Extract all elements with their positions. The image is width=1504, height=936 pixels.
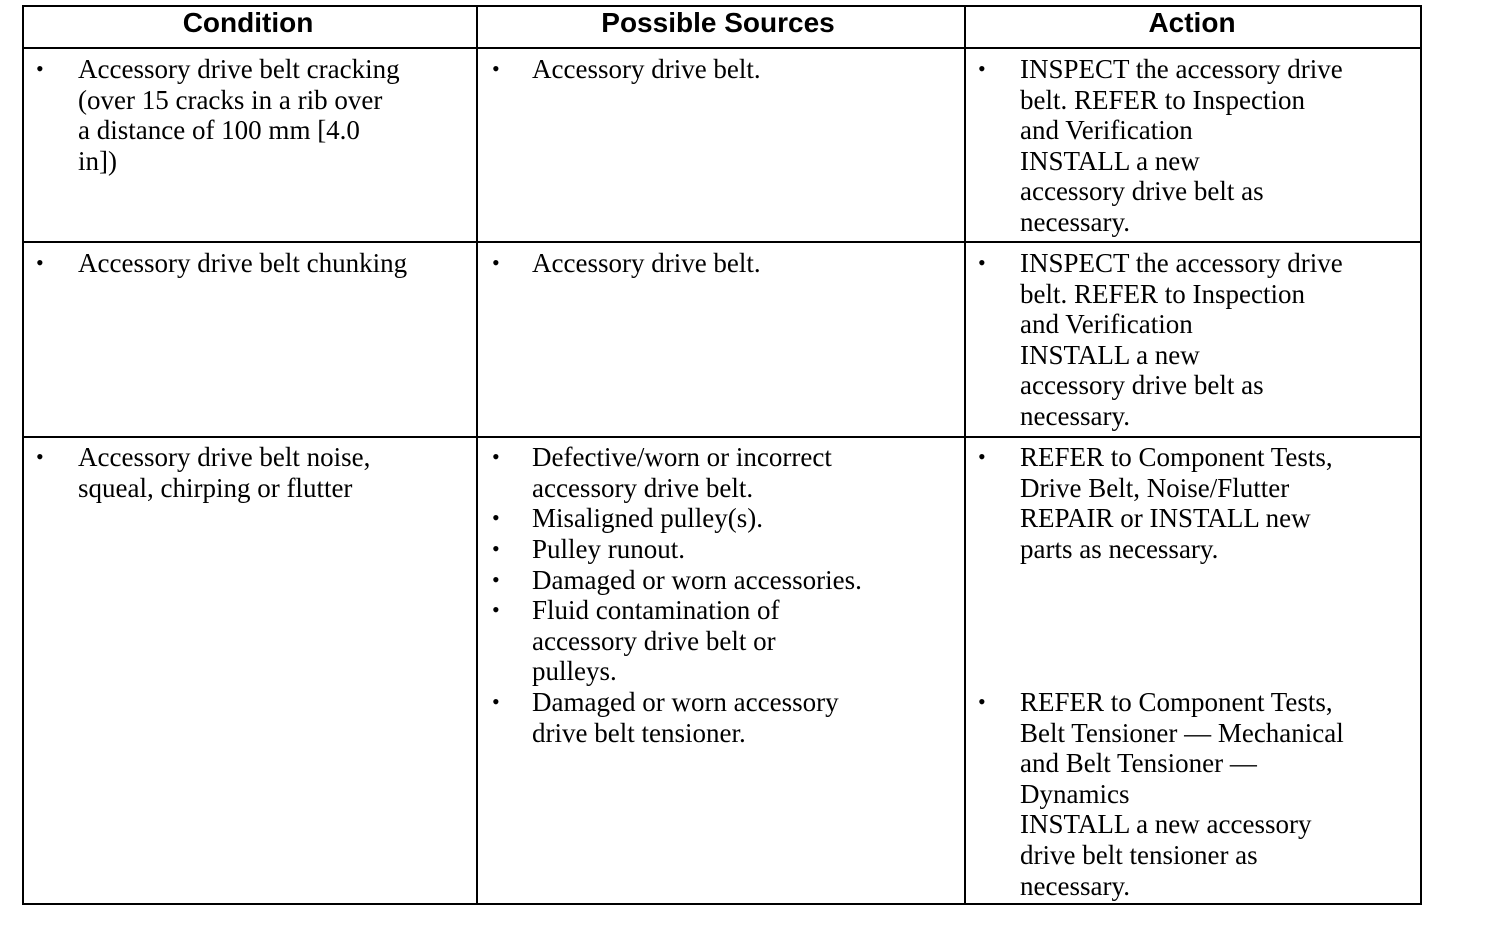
- row3-source-3: Pulley runout.: [532, 534, 685, 564]
- column-divider: [964, 7, 966, 903]
- row2-condition: Accessory drive belt chunking: [78, 248, 408, 278]
- row-divider: [24, 436, 1420, 438]
- bullet-icon: •: [492, 597, 500, 622]
- row3-source-2: Misaligned pulley(s).: [532, 503, 763, 533]
- row1-action-1: INSPECT the accessory drive belt. REFER to Inspection and Verification INSTALL a new accessory drive belt as necessary.: [1020, 54, 1343, 237]
- bullet-icon: •: [492, 536, 500, 561]
- bullet-icon: •: [492, 56, 500, 81]
- row3-source-1: Defective/worn or incorrect accessory drive belt.: [532, 442, 832, 503]
- row3-source-5: Fluid contamination of accessory drive belt or pulleys.: [532, 595, 780, 687]
- bullet-icon: •: [492, 250, 500, 275]
- bullet-icon: •: [492, 689, 500, 714]
- row3-condition: Accessory drive belt noise, squeal, chirping or flutter: [78, 442, 371, 503]
- bullet-icon: •: [492, 444, 500, 469]
- row-divider: [24, 241, 1420, 243]
- row3-source-6: Damaged or worn accessory drive belt tensioner.: [532, 687, 839, 748]
- bullet-icon: •: [492, 567, 500, 592]
- bullet-icon: •: [978, 444, 986, 469]
- row3-action-1: REFER to Component Tests, Drive Belt, Noise/Flutter REPAIR or INSTALL new parts as necessary.: [1020, 442, 1333, 564]
- header-possible-sources: Possible Sources: [601, 7, 835, 38]
- row2-action-1: INSPECT the accessory drive belt. REFER to Inspection and Verification INSTALL a new accessory drive belt as necessary.: [1020, 248, 1343, 431]
- bullet-icon: •: [978, 689, 986, 714]
- bullet-icon: •: [36, 444, 44, 469]
- bullet-icon: •: [978, 56, 986, 81]
- row3-source-4: Damaged or worn accessories.: [532, 565, 862, 595]
- row1-source-1: Accessory drive belt.: [532, 54, 761, 84]
- row1-condition: Accessory drive belt cracking (over 15 cracks in a rib over a distance of 100 mm [4.0 in]): [78, 54, 400, 176]
- bullet-icon: •: [978, 250, 986, 275]
- bullet-icon: •: [36, 56, 44, 81]
- header-condition: Condition: [182, 7, 314, 38]
- header-divider: [24, 47, 1420, 49]
- column-divider: [476, 7, 478, 903]
- header-action: Action: [1148, 7, 1236, 38]
- bullet-icon: •: [492, 505, 500, 530]
- row3-action-2: REFER to Component Tests, Belt Tensioner — Mechanical and Belt Tensioner — Dynamics INSTALL a new accessory drive belt tensioner as necessary.: [1020, 687, 1344, 901]
- bullet-icon: •: [36, 250, 44, 275]
- row2-source-1: Accessory drive belt.: [532, 248, 761, 278]
